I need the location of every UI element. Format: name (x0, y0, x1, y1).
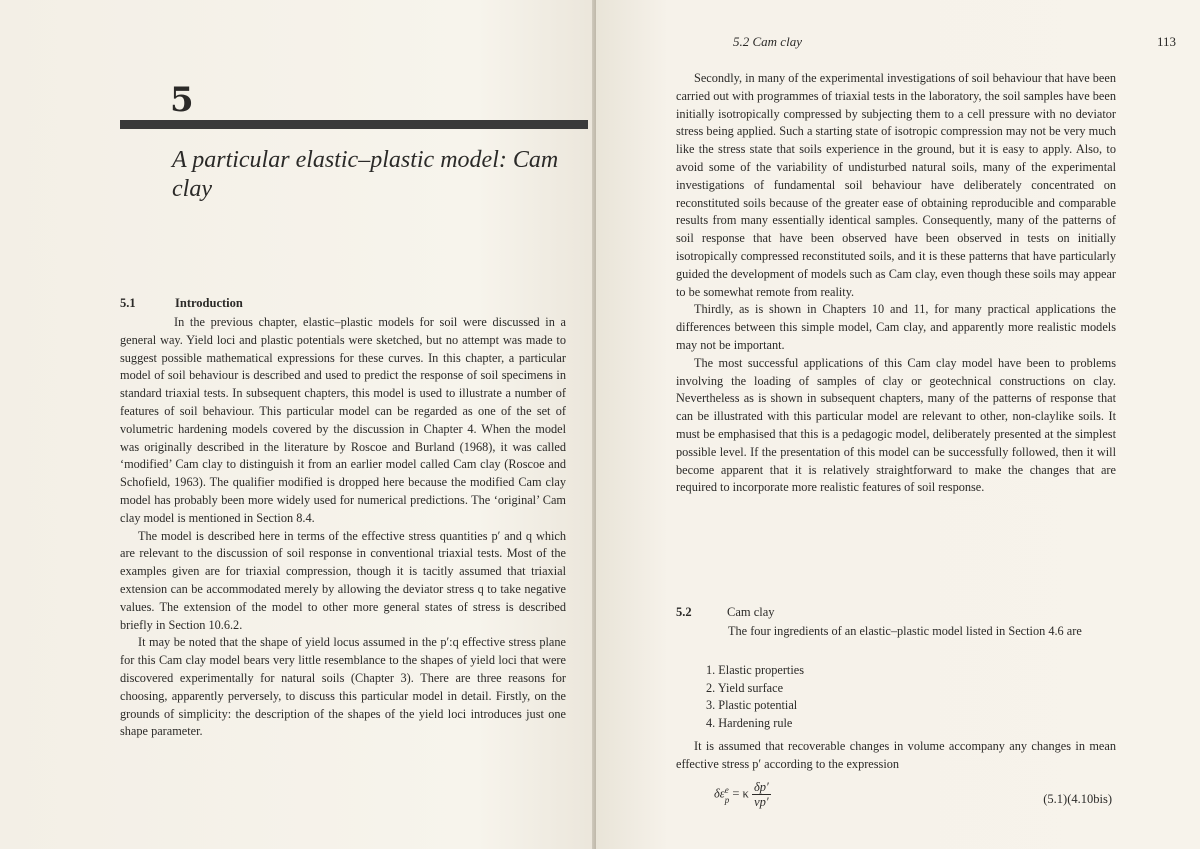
paragraph: The model is described here in terms of the effective stress quantities p′ and q which are relevant to the discussion of soil response in conventional triaxial tests. Most of the examples given are for triaxial compression, though it is tacitly assumed that triaxial extension can be accommodated merely by allowing the deviator stress q to take negative values. The extension of the model to other more general states of stress is described briefly in Section 10.6.2. (120, 528, 566, 632)
chapter-title: A particular elastic–plastic model: Cam clay (172, 147, 559, 202)
right-body-text (676, 70, 1116, 497)
paragraph: The most successful applications of this Cam clay model have been to problems involving the loading of samples of clay or geotechnical constructions on clay. Nevertheless as is shown in subsequent chapters, many of the patterns of response that can be illustrated with this particular model are relevant to other, non-claylike soils. It must be emphasised that this is a pedagogic model, deliberately presented at the simplest possible level. If the presentation of this model can be successfully followed, then it will become apparent that it is relatively straightforward to make the changes that are required to incorporate more realistic features of soil response. (676, 355, 1116, 495)
right-page (596, 0, 1200, 849)
equation-sub: p (724, 794, 730, 805)
paragraph: Thirdly, as is shown in Chapters 10 and 11, for many practical applications the differences between this simple model, Cam clay, and apparently more realistic models may not be important. (676, 302, 1116, 352)
left-page (0, 0, 596, 849)
paragraph: Secondly, in many of the experimental investigations of soil behaviour that have been carried out with programmes of triaxial tests in the laboratory, the soil samples have been initially isotropically compressed by subjecting them to a cell pressure with no deviator stress being applied. Such a starting state of isotropic compression may not be very much like the stress state that soils experience in the ground, but it is easy to apply. Also, to avoid some of the variability of undisturbed natural soils, many of the experimental investigations of fundamental soil behaviour have deliberately concentrated on reconstituted soils because of the greater ease of obtaining reproducible and comparable results from many essentially identical samples. Consequently, many of the patterns of soil response that have been observed have been observed in tests on initially isotropically compressed reconstituted soils, and it is these patterns that have particularly guided the development of models such as Cam clay, even though these soils may appear to be somewhat remote from reality. (676, 71, 1116, 299)
paragraph: It is assumed that recoverable changes in volume accompany any changes in mean effective stress p′ according to the expression (676, 739, 1116, 771)
equation-lhs: δε (714, 786, 725, 801)
section-title-cam-clay: Cam clay (727, 605, 775, 619)
equation-label: (5.1)(4.10bis) (1043, 792, 1112, 806)
section-number-5-1: 5.1 (120, 296, 136, 310)
equation-fraction (752, 780, 771, 809)
equation (714, 780, 771, 809)
chapter-rule (120, 120, 588, 129)
paragraph: It may be noted that the shape of yield locus assumed in the p′:q effective stress plane for this Cam clay model bears very little resemblance to the shapes of yield loci that were discovered experimentally for natural soils (Chapter 3). There are three reasons for choosing, apparently perversely, to discuss this particular model in detail. Firstly, on the grounds of simplicity: the description of the shapes of the yield loci introduces just one shape parameter. (120, 635, 566, 739)
equation-sup: e (724, 784, 729, 795)
running-head: 5.2 Cam clay (733, 34, 802, 49)
list-item: 3. Plastic potential (706, 698, 798, 713)
chapter-number: 5 (170, 80, 194, 120)
paragraph: In the previous chapter, elastic–plastic models for soil were discussed in a general way. Yield loci and plastic potentials were sketched, but no attempt was made to suggest possible mathematical expressions for these curves. In this chapter, a particular model of soil behaviour is described and used to predict the response of soil specimens in standard triaxial tests. In subsequent chapters, this model is used to illustrate a number of features of soil behaviour. This particular model can be regarded as one of the set of volumetric hardening models covered by the discussion in Chapter 4. When the model was originally described in the literature by Roscoe and Burland (1968), it was called ‘modified’ Cam clay to distinguish it from an earlier model called Cam clay (Roscoe and Schofield, 1963). The qualifier modified is dropped here because the modified Cam clay model has probably been more widely used for numerical predictions. The ‘original’ Cam clay model is mentioned in Section 8.4. (120, 315, 566, 525)
page-number: 113 (1156, 34, 1176, 49)
closing-text (676, 738, 1116, 774)
paragraph: The four ingredients of an elastic–plastic model listed in Section 4.6 are (728, 624, 1082, 638)
list-item: 2. Yield surface (706, 680, 784, 695)
ingredients-list (706, 662, 1006, 732)
section-title-introduction: Introduction (175, 296, 243, 310)
list-item: 4. Hardening rule (706, 715, 793, 730)
equation-numerator: δp′ (753, 780, 769, 794)
section-intro-text (676, 623, 1116, 641)
equation-denominator: vp′ (754, 795, 769, 809)
left-body-text (120, 314, 566, 741)
equation-equals: = κ (732, 786, 749, 801)
section-number-5-2: 5.2 (676, 605, 692, 619)
list-item: 1. Elastic properties (706, 663, 805, 677)
